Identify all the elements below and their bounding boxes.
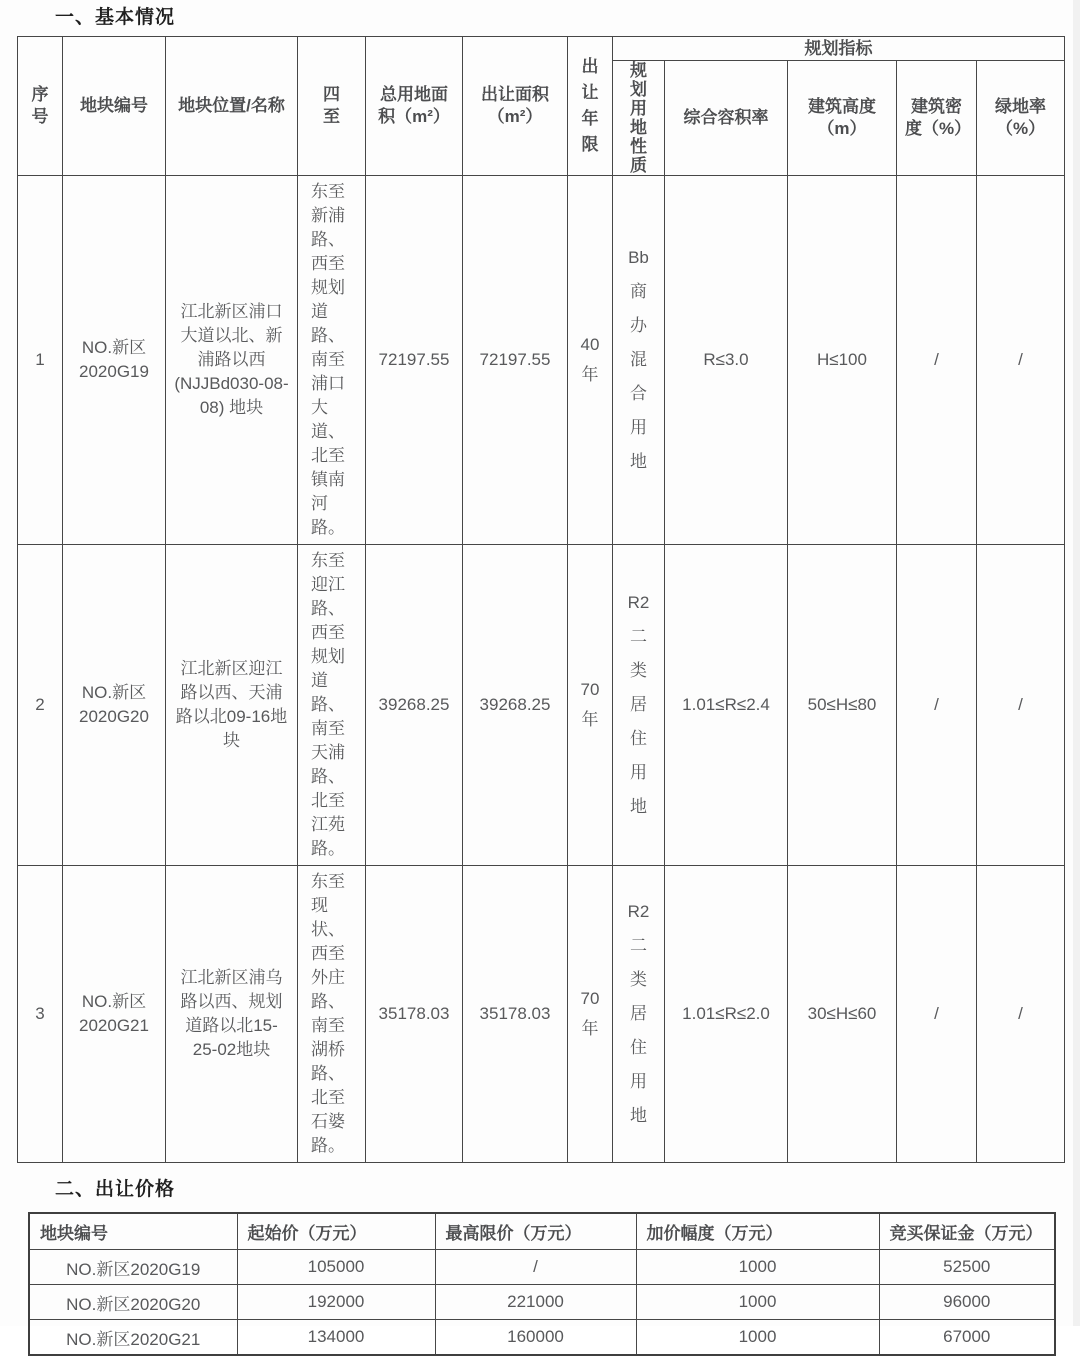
col-header-green-ratio: 绿地率（%） [977,61,1065,176]
table-row [29,1320,1055,1356]
cell-boundaries: 东至新浦路、西至规划道路、南至浦口大道、北至镇南河路。 [298,176,366,545]
cell-deposit: 67000 [879,1320,1055,1356]
cell-deposit: 96000 [879,1285,1055,1320]
col-header-parcel-no: 地块编号 [29,1213,237,1250]
cell-term: 70年 [568,545,613,866]
cell-parcel-no: NO.新区2020G19 [63,176,166,545]
cell-seq: 3 [18,866,63,1163]
cell-transfer-area: 39268.25 [463,545,568,866]
col-header-term: 出让年限 [568,37,613,176]
table-row [18,545,1065,866]
cell-land-use: Bb商办混合用地 [613,176,665,545]
col-header-start-price: 起始价（万元） [237,1213,435,1250]
cell-parcel-no: NO.新区2020G21 [63,866,166,1163]
price-header-row [29,1213,1055,1250]
cell-building-density: / [897,866,977,1163]
cell-max-price: 221000 [435,1285,636,1320]
col-header-building-height: 建筑高度（m） [788,61,897,176]
cell-building-height: H≤100 [788,176,897,545]
cell-location: 江北新区迎江路以西、天浦路以北09-16地块 [166,545,298,866]
cell-building-density: / [897,176,977,545]
cell-term: 40年 [568,176,613,545]
cell-far: 1.01≤R≤2.4 [665,545,788,866]
col-header-location: 地块位置/名称 [166,37,298,176]
cell-start-price: 134000 [237,1320,435,1356]
cell-building-density: / [897,545,977,866]
col-header-total-area: 总用地面积（m²） [366,37,463,176]
table-row [29,1285,1055,1320]
cell-parcel-no: NO.新区2020G19 [29,1250,237,1285]
cell-green-ratio: / [977,866,1065,1163]
basic-info-table [17,36,1065,1163]
col-header-max-price: 最高限价（万元） [435,1213,636,1250]
header-row-group [18,37,1065,61]
cell-land-use: R2二类居住用地 [613,866,665,1163]
col-header-land-use: 规划用地性质 [613,61,665,176]
cell-max-price: 160000 [435,1320,636,1356]
cell-transfer-area: 35178.03 [463,866,568,1163]
cell-increment: 1000 [636,1250,879,1285]
cell-boundaries: 东至迎江路、西至规划道路、南至天浦路、北至江苑路。 [298,545,366,866]
cell-term: 70年 [568,866,613,1163]
cell-seq: 2 [18,545,63,866]
cell-parcel-no: NO.新区2020G20 [29,1285,237,1320]
cell-max-price: / [435,1250,636,1285]
cell-land-use: R2二类居住用地 [613,545,665,866]
cell-green-ratio: / [977,176,1065,545]
cell-total-area: 72197.55 [366,176,463,545]
col-header-seq: 序号 [18,37,63,176]
col-header-increment: 加价幅度（万元） [636,1213,879,1250]
col-header-parcel-no: 地块编号 [63,37,166,176]
cell-increment: 1000 [636,1285,879,1320]
cell-transfer-area: 72197.55 [463,176,568,545]
cell-location: 江北新区浦口大道以北、新浦路以西(NJJBd030-08-08) 地块 [166,176,298,545]
cell-start-price: 105000 [237,1250,435,1285]
table-row [29,1250,1055,1285]
cell-boundaries: 东至现状、西至外庄路、南至湖桥路、北至石婆路。 [298,866,366,1163]
cell-total-area: 39268.25 [366,545,463,866]
cell-building-height: 30≤H≤60 [788,866,897,1163]
cell-far: 1.01≤R≤2.0 [665,866,788,1163]
cell-building-height: 50≤H≤80 [788,545,897,866]
cell-parcel-no: NO.新区2020G21 [29,1320,237,1356]
cell-deposit: 52500 [879,1250,1055,1285]
cell-seq: 1 [18,176,63,545]
cell-green-ratio: / [977,545,1065,866]
col-header-boundaries: 四至 [298,37,366,176]
col-header-transfer-area: 出让面积（m²） [463,37,568,176]
price-table [28,1212,1056,1356]
page-right-edge [1073,0,1080,1326]
cell-total-area: 35178.03 [366,866,463,1163]
table-row [18,866,1065,1163]
col-header-far: 综合容积率 [665,61,788,176]
cell-increment: 1000 [636,1320,879,1356]
col-header-planning-indicators: 规划指标 [613,37,1065,61]
cell-location: 江北新区浦乌路以西、规划道路以北15-25-02地块 [166,866,298,1163]
col-header-deposit: 竞买保证金（万元） [879,1213,1055,1250]
cell-far: R≤3.0 [665,176,788,545]
cell-start-price: 192000 [237,1285,435,1320]
cell-parcel-no: NO.新区2020G20 [63,545,166,866]
section-title-basic-info: 一、基本情况 [55,7,176,28]
section-title-transfer-price: 二、出让价格 [55,1179,176,1200]
table-row [18,176,1065,545]
col-header-building-density: 建筑密度（%） [897,61,977,176]
